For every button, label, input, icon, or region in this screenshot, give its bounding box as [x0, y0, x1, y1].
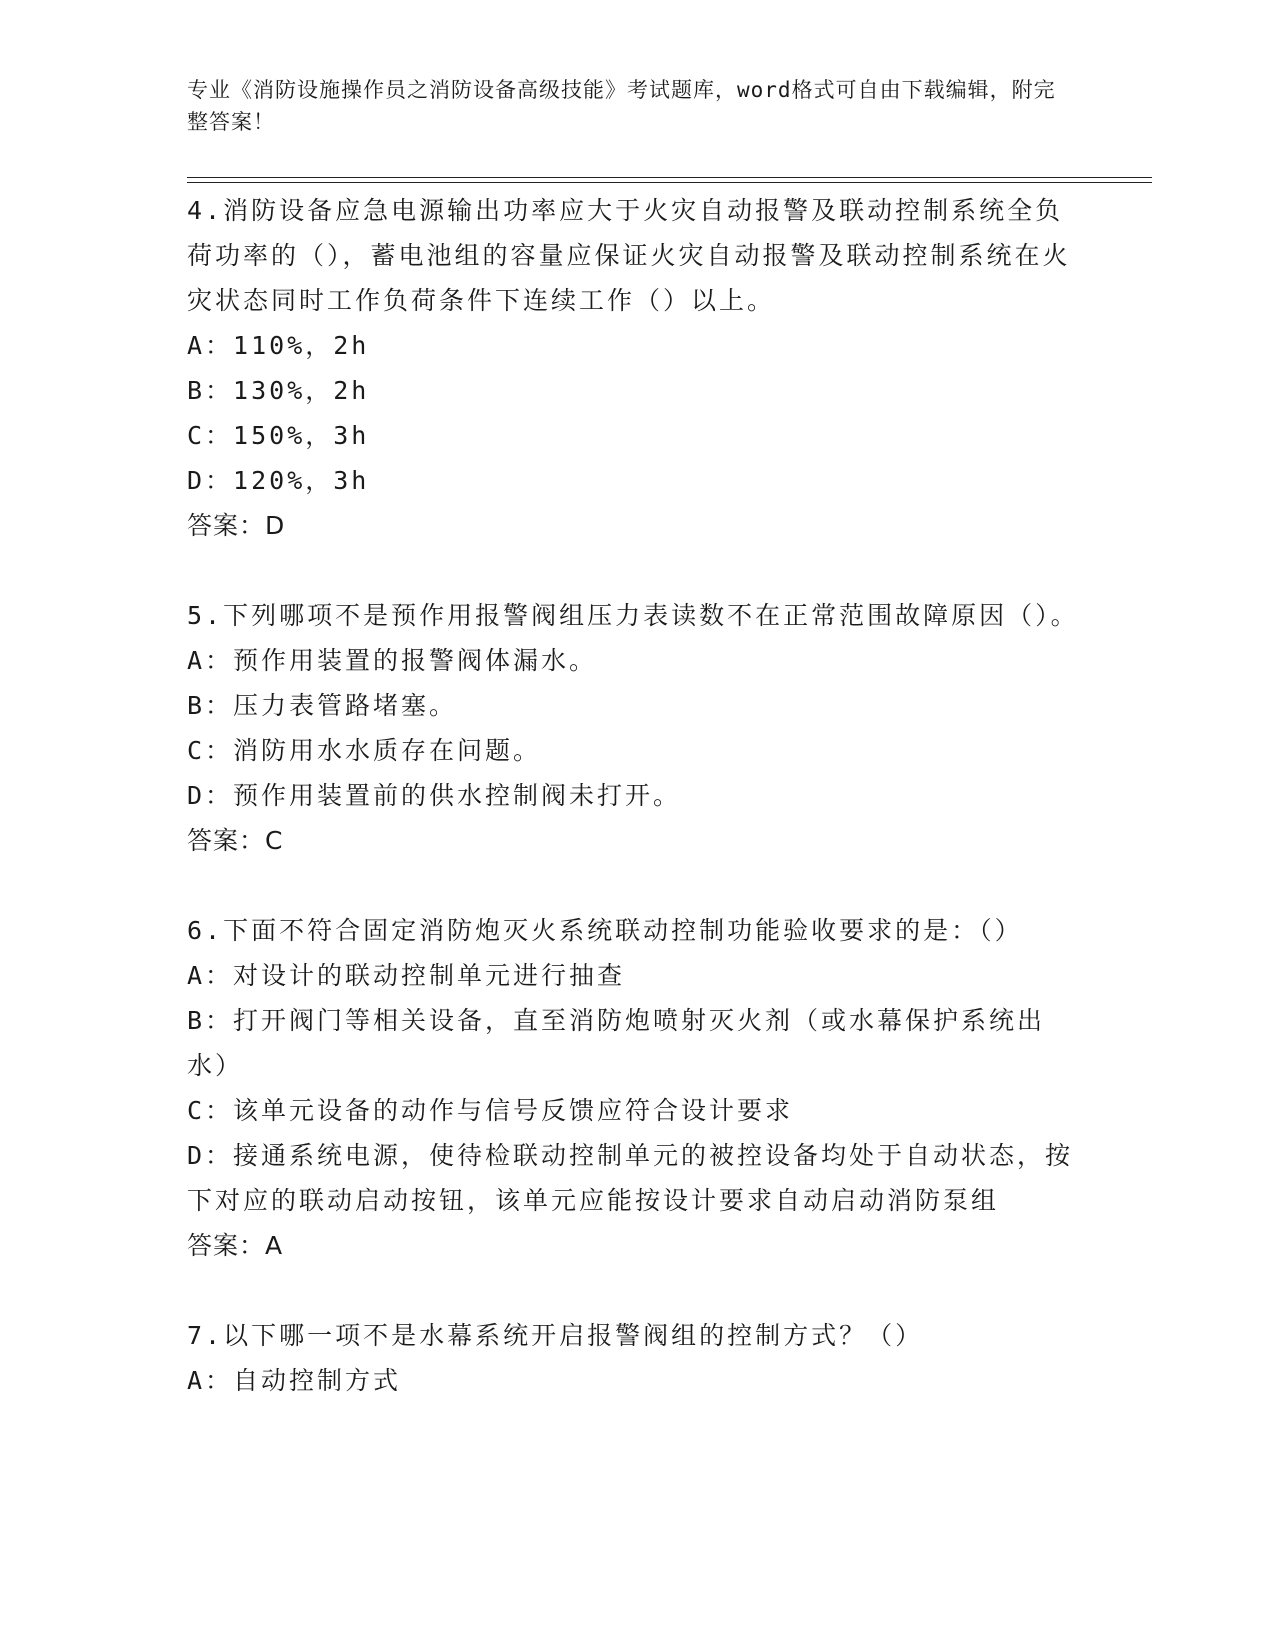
header-divider-top	[187, 177, 1152, 178]
option-a: A：预作用装置的报警阀体漏水。	[187, 646, 598, 675]
question-list	[187, 188, 1087, 1403]
answer-line: 答案：A	[187, 1231, 284, 1260]
question-stem: 5.下列哪项不是预作用报警阀组压力表读数不在正常范围故障原因（）。	[187, 601, 1079, 630]
option-a: A：对设计的联动控制单元进行抽查	[187, 961, 626, 990]
question-spacer	[187, 548, 1087, 593]
answer-line: 答案：D	[187, 511, 286, 540]
option-b: B：打开阀门等相关设备，直至消防炮喷射灭火剂（或水幕保护系统出水）	[187, 1006, 1046, 1080]
option-c: C：该单元设备的动作与信号反馈应符合设计要求	[187, 1096, 794, 1125]
header-note: 专业《消防设施操作员之消防设备高级技能》考试题库，word格式可自由下载编辑，附完整答案！	[187, 78, 1056, 134]
option-b: B：压力表管路堵塞。	[187, 691, 458, 720]
option-c: C：消防用水水质存在问题。	[187, 736, 542, 765]
option-a: A：110%，2h	[187, 331, 370, 360]
question-stem: 4.消防设备应急电源输出功率应大于火灾自动报警及联动控制系统全负荷功率的（），蓄电池组的容量应保证火灾自动报警及联动控制系统在火灾状态同时工作负荷条件下连续工作（）以上。	[187, 196, 1071, 315]
question-stem: 6.下面不符合固定消防炮灭火系统联动控制功能验收要求的是：（）	[187, 916, 1023, 945]
question-7	[187, 1313, 1087, 1403]
question-6	[187, 908, 1087, 1268]
question-spacer	[187, 863, 1087, 908]
header-divider-bottom	[187, 182, 1152, 183]
option-d: D：120%，3h	[187, 466, 370, 495]
option-a: A：自动控制方式	[187, 1366, 402, 1395]
question-5	[187, 593, 1087, 863]
option-b: B：130%，2h	[187, 376, 370, 405]
option-c: C：150%，3h	[187, 421, 370, 450]
option-d: D：预作用装置前的供水控制阀未打开。	[187, 781, 682, 810]
question-spacer	[187, 1268, 1087, 1313]
option-d: D：接通系统电源，使待检联动控制单元的被控设备均处于自动状态，按下对应的联动启动按钮，该单元应能按设计要求自动启动消防泵组	[187, 1141, 1074, 1215]
answer-line: 答案：C	[187, 826, 284, 855]
question-4	[187, 188, 1087, 548]
question-stem: 7.以下哪一项不是水幕系统开启报警阀组的控制方式？（）	[187, 1321, 924, 1350]
